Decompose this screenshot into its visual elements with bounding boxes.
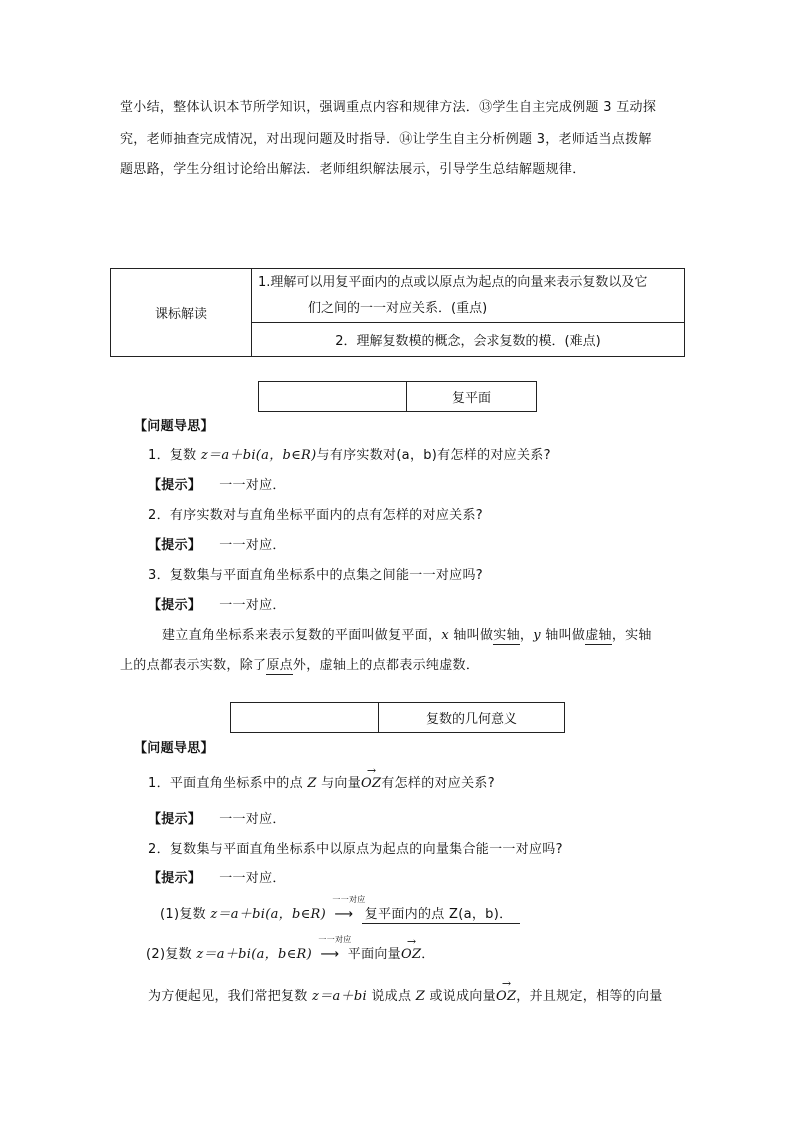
- term-origin: 原点: [266, 658, 293, 673]
- corr-target-point: 复平面内的点 Z(a，b)．: [362, 907, 521, 924]
- intro-line-2: 究，老师抽查完成情况，对出现问题及时指导．⑭让学生自主分析例题 3，老师适当点拨解: [120, 132, 652, 147]
- definition-line-1: 建立直角坐标系来表示复数的平面叫做复平面，x 轴叫做实轴，y 轴叫做虚轴，实轴: [162, 628, 652, 643]
- closing-sentence: 为方便起见，我们常把复数 z＝a＋bi 说成点 Z 或说成向量→ OZ，并且规定，相等的向量: [148, 985, 663, 1004]
- question-1: 1．复数 z＝a＋bi(a，b∈R)与有序实数对(a，b)有怎样的对应关系?: [148, 448, 551, 463]
- vector-oz: → OZ: [496, 989, 516, 1004]
- section-title: 复数的几何意义: [425, 712, 517, 727]
- section-heading-box-geometric-meaning: [230, 702, 565, 733]
- question-1: 1．平面直角坐标系中的点 Z 与向量→ OZ有怎样的对应关系?: [148, 772, 495, 791]
- correspondence-2: (2)复数 z＝a＋bi(a，b∈R) 一一对应 ⟶ 平面向量→ OZ．: [146, 943, 435, 962]
- intro-line-3: 题思路，学生分组讨论给出解法．老师组织解法展示，引导学生总结解题规律．: [120, 162, 586, 177]
- vector-oz: → OZ: [401, 947, 421, 962]
- vector-oz: → OZ: [361, 776, 381, 791]
- question-2: 2．有序实数对与直角坐标平面内的点有怎样的对应关系?: [148, 508, 483, 523]
- hint-3: 【提示】 一一对应．: [148, 598, 286, 613]
- one-to-one-arrow: 一一对应 ⟶: [318, 935, 352, 962]
- guide-heading: 【问题导思】: [134, 419, 214, 434]
- question-2: 2．复数集与平面直角坐标系中以原点为起点的向量集合能一一对应吗?: [148, 842, 563, 857]
- standards-label: 课标解读: [111, 269, 252, 357]
- intro-line-1: 堂小结，整体认识本节所学知识，强调重点内容和规律方法．⑬学生自主完成例题 3 互动探: [120, 100, 657, 115]
- section-title: 复平面: [451, 391, 491, 406]
- question-3: 3．复数集与平面直角坐标系中的点集之间能一一对应吗?: [148, 568, 483, 583]
- hint-1: 【提示】 一一对应．: [148, 478, 286, 493]
- section-heading-box-complex-plane: [258, 381, 537, 412]
- standards-item-1: 1.理解可以用复平面内的点或以原点为起点的向量来表示复数以及它 们之间的一一对应关系．(重点): [252, 269, 685, 323]
- definition-line-2: 上的点都表示实数，除了原点外，虚轴上的点都表示纯虚数．: [120, 658, 480, 673]
- curriculum-standards-table: [110, 268, 685, 357]
- correspondence-1: (1)复数 z＝a＋bi(a，b∈R) 一一对应 ⟶ 复平面内的点 Z(a，b)．: [160, 903, 520, 922]
- term-imaginary-axis: 虚轴: [585, 628, 612, 643]
- one-to-one-arrow: 一一对应 ⟶: [332, 895, 366, 922]
- term-real-axis: 实轴: [493, 628, 520, 643]
- standards-item-2: 2．理解复数模的概念，会求复数的模．(难点): [252, 323, 685, 357]
- guide-heading: 【问题导思】: [134, 741, 214, 756]
- hint-2: 【提示】 一一对应．: [148, 538, 286, 553]
- hint-1: 【提示】 一一对应．: [148, 812, 286, 827]
- hint-2: 【提示】 一一对应．: [148, 871, 286, 886]
